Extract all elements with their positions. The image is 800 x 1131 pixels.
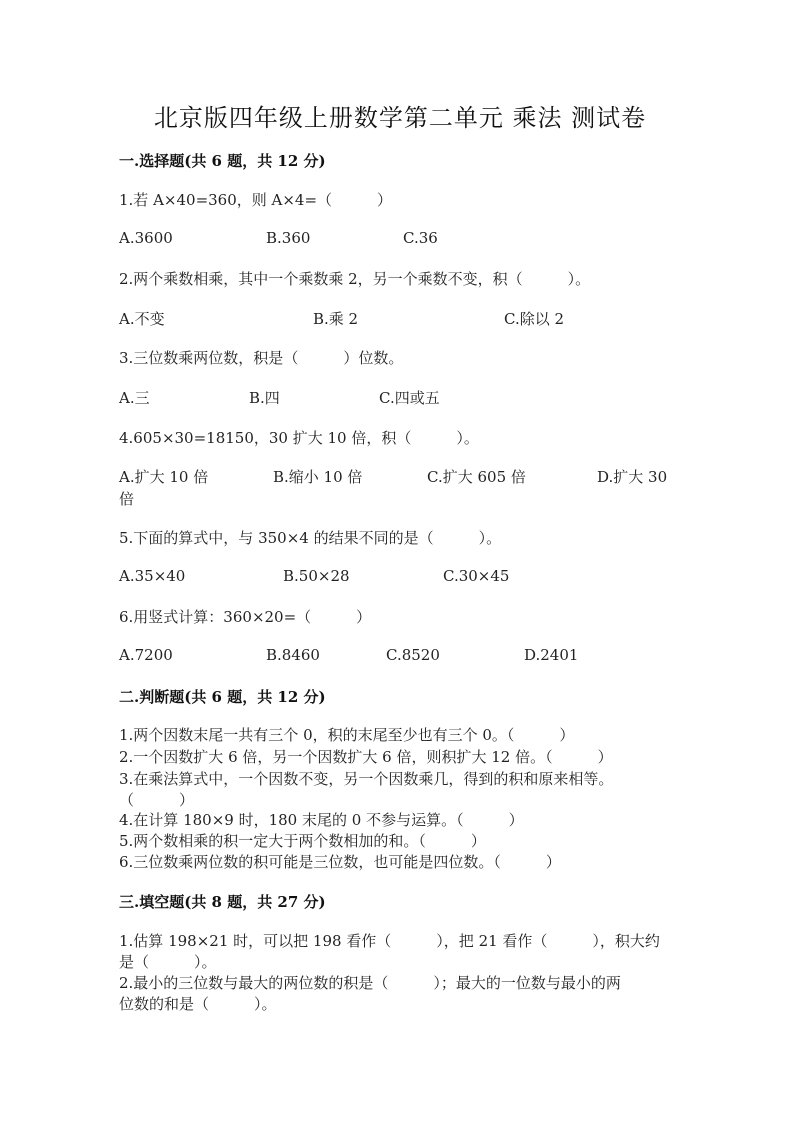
q5-option-b: B.50×28 (283, 567, 350, 585)
fill-item-1: 1.估算 198×21 时，可以把 198 看作（ ），把 21 看作（ ），积大约 (119, 932, 660, 950)
q6-option-b: B.8460 (266, 646, 320, 664)
judge-item-2: 2.一个因数扩大 6 倍，另一个因数扩大 6 倍，则积扩大 12 倍。（ ） (119, 748, 613, 766)
q1-option-a: A.3600 (119, 229, 173, 247)
q5-option-c: C.30×45 (443, 567, 510, 585)
section-heading-judge: 二.判断题(共 6 题，共 12 分) (119, 688, 326, 706)
q2-option-c: C.除以 2 (504, 310, 565, 328)
judge-item-1: 1.两个因数末尾一共有三个 0，积的末尾至少也有三个 0。（ ） (119, 726, 575, 744)
judge-item-4: 4.在计算 180×9 时，180 末尾的 0 不参与运算。（ ） (119, 811, 524, 829)
q3-option-b: B.四 (249, 389, 280, 407)
question-6: 6.用竖式计算：360×20=（ ） (119, 608, 372, 626)
q6-option-a: A.7200 (119, 646, 173, 664)
q4-option-a: A.扩大 10 倍 (119, 468, 209, 486)
judge-item-6: 6.三位数乘两位数的积可能是三位数，也可能是四位数。（ ） (119, 853, 561, 871)
q2-option-a: A.不变 (119, 310, 165, 328)
section-heading-fill: 三.填空题(共 8 题，共 27 分) (119, 893, 326, 911)
question-3: 3.三位数乘两位数，积是（ ）位数。 (119, 349, 404, 367)
judge-item-5: 5.两个数相乘的积一定大于两个数相加的和。（ ） (119, 832, 486, 850)
question-1: 1.若 A×40=360，则 A×4=（ ） (119, 191, 393, 209)
q4-option-d: D.扩大 30 (597, 468, 668, 486)
q1-option-c: C.36 (403, 229, 438, 247)
fill-item-2: 2.最小的三位数与最大的两位数的积是（ ）；最大的一位数与最小的两 (119, 974, 621, 992)
q1-option-b: B.360 (266, 229, 311, 247)
q5-option-a: A.35×40 (119, 567, 186, 585)
fill-item-2-cont: 位数的和是（ ）。 (119, 995, 277, 1013)
q4-option-c: C.扩大 605 倍 (427, 468, 526, 486)
question-4: 4.605×30=18150，30 扩大 10 倍，积（ ）。 (119, 429, 479, 447)
q4-option-d-wrap: 倍 (119, 490, 135, 508)
section-heading-choice: 一.选择题(共 6 题，共 12 分) (119, 152, 326, 170)
judge-item-3: 3.在乘法算式中，一个因数不变，另一个因数乘几，得到的积和原来相等。 (119, 770, 614, 788)
q3-option-a: A.三 (119, 389, 150, 407)
page-title: 北京版四年级上册数学第二单元 乘法 测试卷 (153, 104, 647, 132)
q3-option-c: C.四或五 (379, 389, 440, 407)
q6-option-d: D.2401 (524, 646, 579, 664)
judge-item-3-blank: （ ） (119, 791, 195, 809)
q2-option-b: B.乘 2 (313, 310, 359, 328)
question-5: 5.下面的算式中，与 350×4 的结果不同的是（ ）。 (119, 529, 502, 547)
q4-option-b: B.缩小 10 倍 (273, 468, 363, 486)
fill-item-1-cont: 是（ ）。 (119, 953, 217, 971)
q6-option-c: C.8520 (386, 646, 440, 664)
question-2: 2.两个乘数相乘，其中一个乘数乘 2，另一个乘数不变，积（ ）。 (119, 270, 591, 288)
